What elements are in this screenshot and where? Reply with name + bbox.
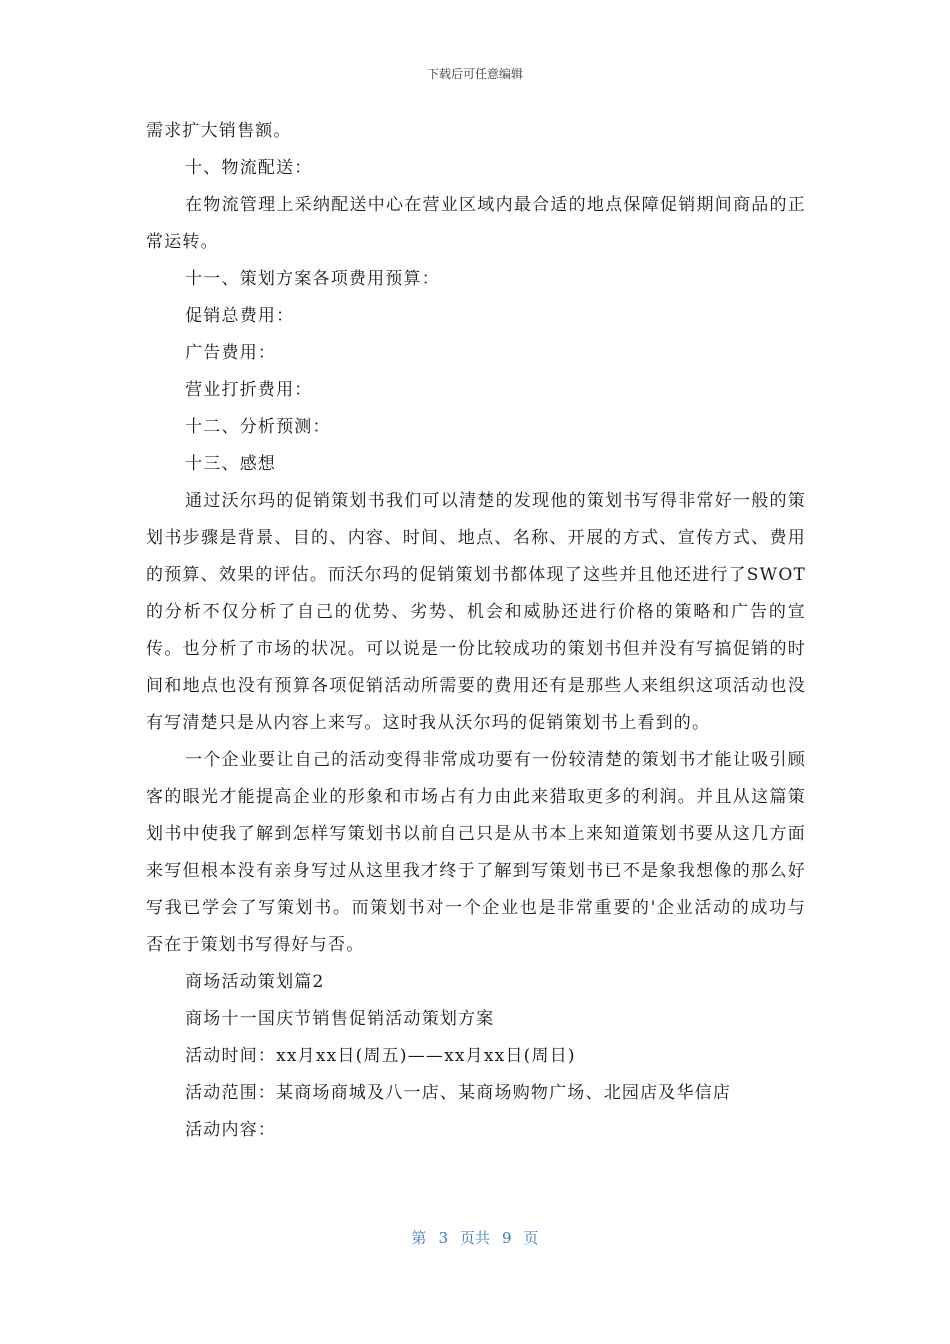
section-heading-logistics: 十、物流配送： [185, 158, 313, 178]
activity-scope: 活动范围：某商场商城及八一店、某商场购物广场、北园店及华信店 [185, 1083, 732, 1103]
document-body [146, 113, 806, 1149]
footer-page-label: 第 [411, 1229, 427, 1247]
page-footer [0, 1228, 950, 1248]
footer-current-page: 3 [438, 1229, 448, 1247]
paragraph-logistics: 在物流管理上采纳配送中心在营业区域内最合适的地点保障促销期间商品的正常运转。 [146, 195, 806, 252]
page-header [0, 66, 950, 82]
budget-item-discount: 营业打折费用： [185, 380, 313, 400]
budget-item-advertising: 广告费用： [185, 343, 277, 363]
footer-page-suffix: 页 [523, 1229, 539, 1247]
section-heading-budget: 十一、策划方案各项费用预算： [185, 269, 440, 289]
footer-total-pages: 9 [502, 1229, 512, 1247]
header-text: 下载后可任意编辑 [426, 67, 523, 81]
paragraph-continuation: 需求扩大销售额。 [146, 121, 292, 141]
section-heading-forecast: 十二、分析预测： [185, 417, 331, 437]
paragraph-reflection-2: 一个企业要让自己的活动变得非常成功要有一份较清楚的策划书才能让吸引顾客的眼光才能提高企业的形象和市场占有力由此来猎取更多的利润。并且从这篇策划书中使我了解到怎样写策划书以前自己只是从书本上来知道策划书要从这几方面来写但根本没有亲身写过从这里我才终于了解到写策划书已不是象我想像的那么好写我已学会了写策划书。而策划书对一个企业也是非常重要的'企业活动的成功与否在于策划书写得好与否。 [146, 750, 806, 955]
activity-time: 活动时间：xx月xx日(周五)——xx月xx日(周日) [185, 1046, 576, 1066]
plan-title: 商场十一国庆节销售促销活动策划方案 [185, 1009, 495, 1029]
footer-page-mid: 页共 [459, 1229, 490, 1247]
paragraph-reflection-1: 通过沃尔玛的促销策划书我们可以清楚的发现他的策划书写得非常好一般的策划书步骤是背景、目的、内容、时间、地点、名称、开展的方式、宣传方式、费用的预算、效果的评估。而沃尔玛的促销策划书都体现了这些并且他还进行了SWOT的分析不仅分析了自己的优势、劣势、机会和威胁还进行价格的策略和广告的宣传。也分析了市场的状况。可以说是一份比较成功的策划书但并没有写搞促销的时间和地点也没有预算各项促销活动所需要的费用还有是那些人来组织这项活动也没有写清楚只是从内容上来写。这时我从沃尔玛的促销策划书上看到的。 [146, 491, 806, 733]
article-title-part2: 商场活动策划篇2 [185, 972, 325, 992]
budget-item-total: 促销总费用： [185, 306, 295, 326]
activity-content-label: 活动内容： [185, 1120, 277, 1140]
section-heading-reflection: 十三、感想 [185, 454, 277, 474]
